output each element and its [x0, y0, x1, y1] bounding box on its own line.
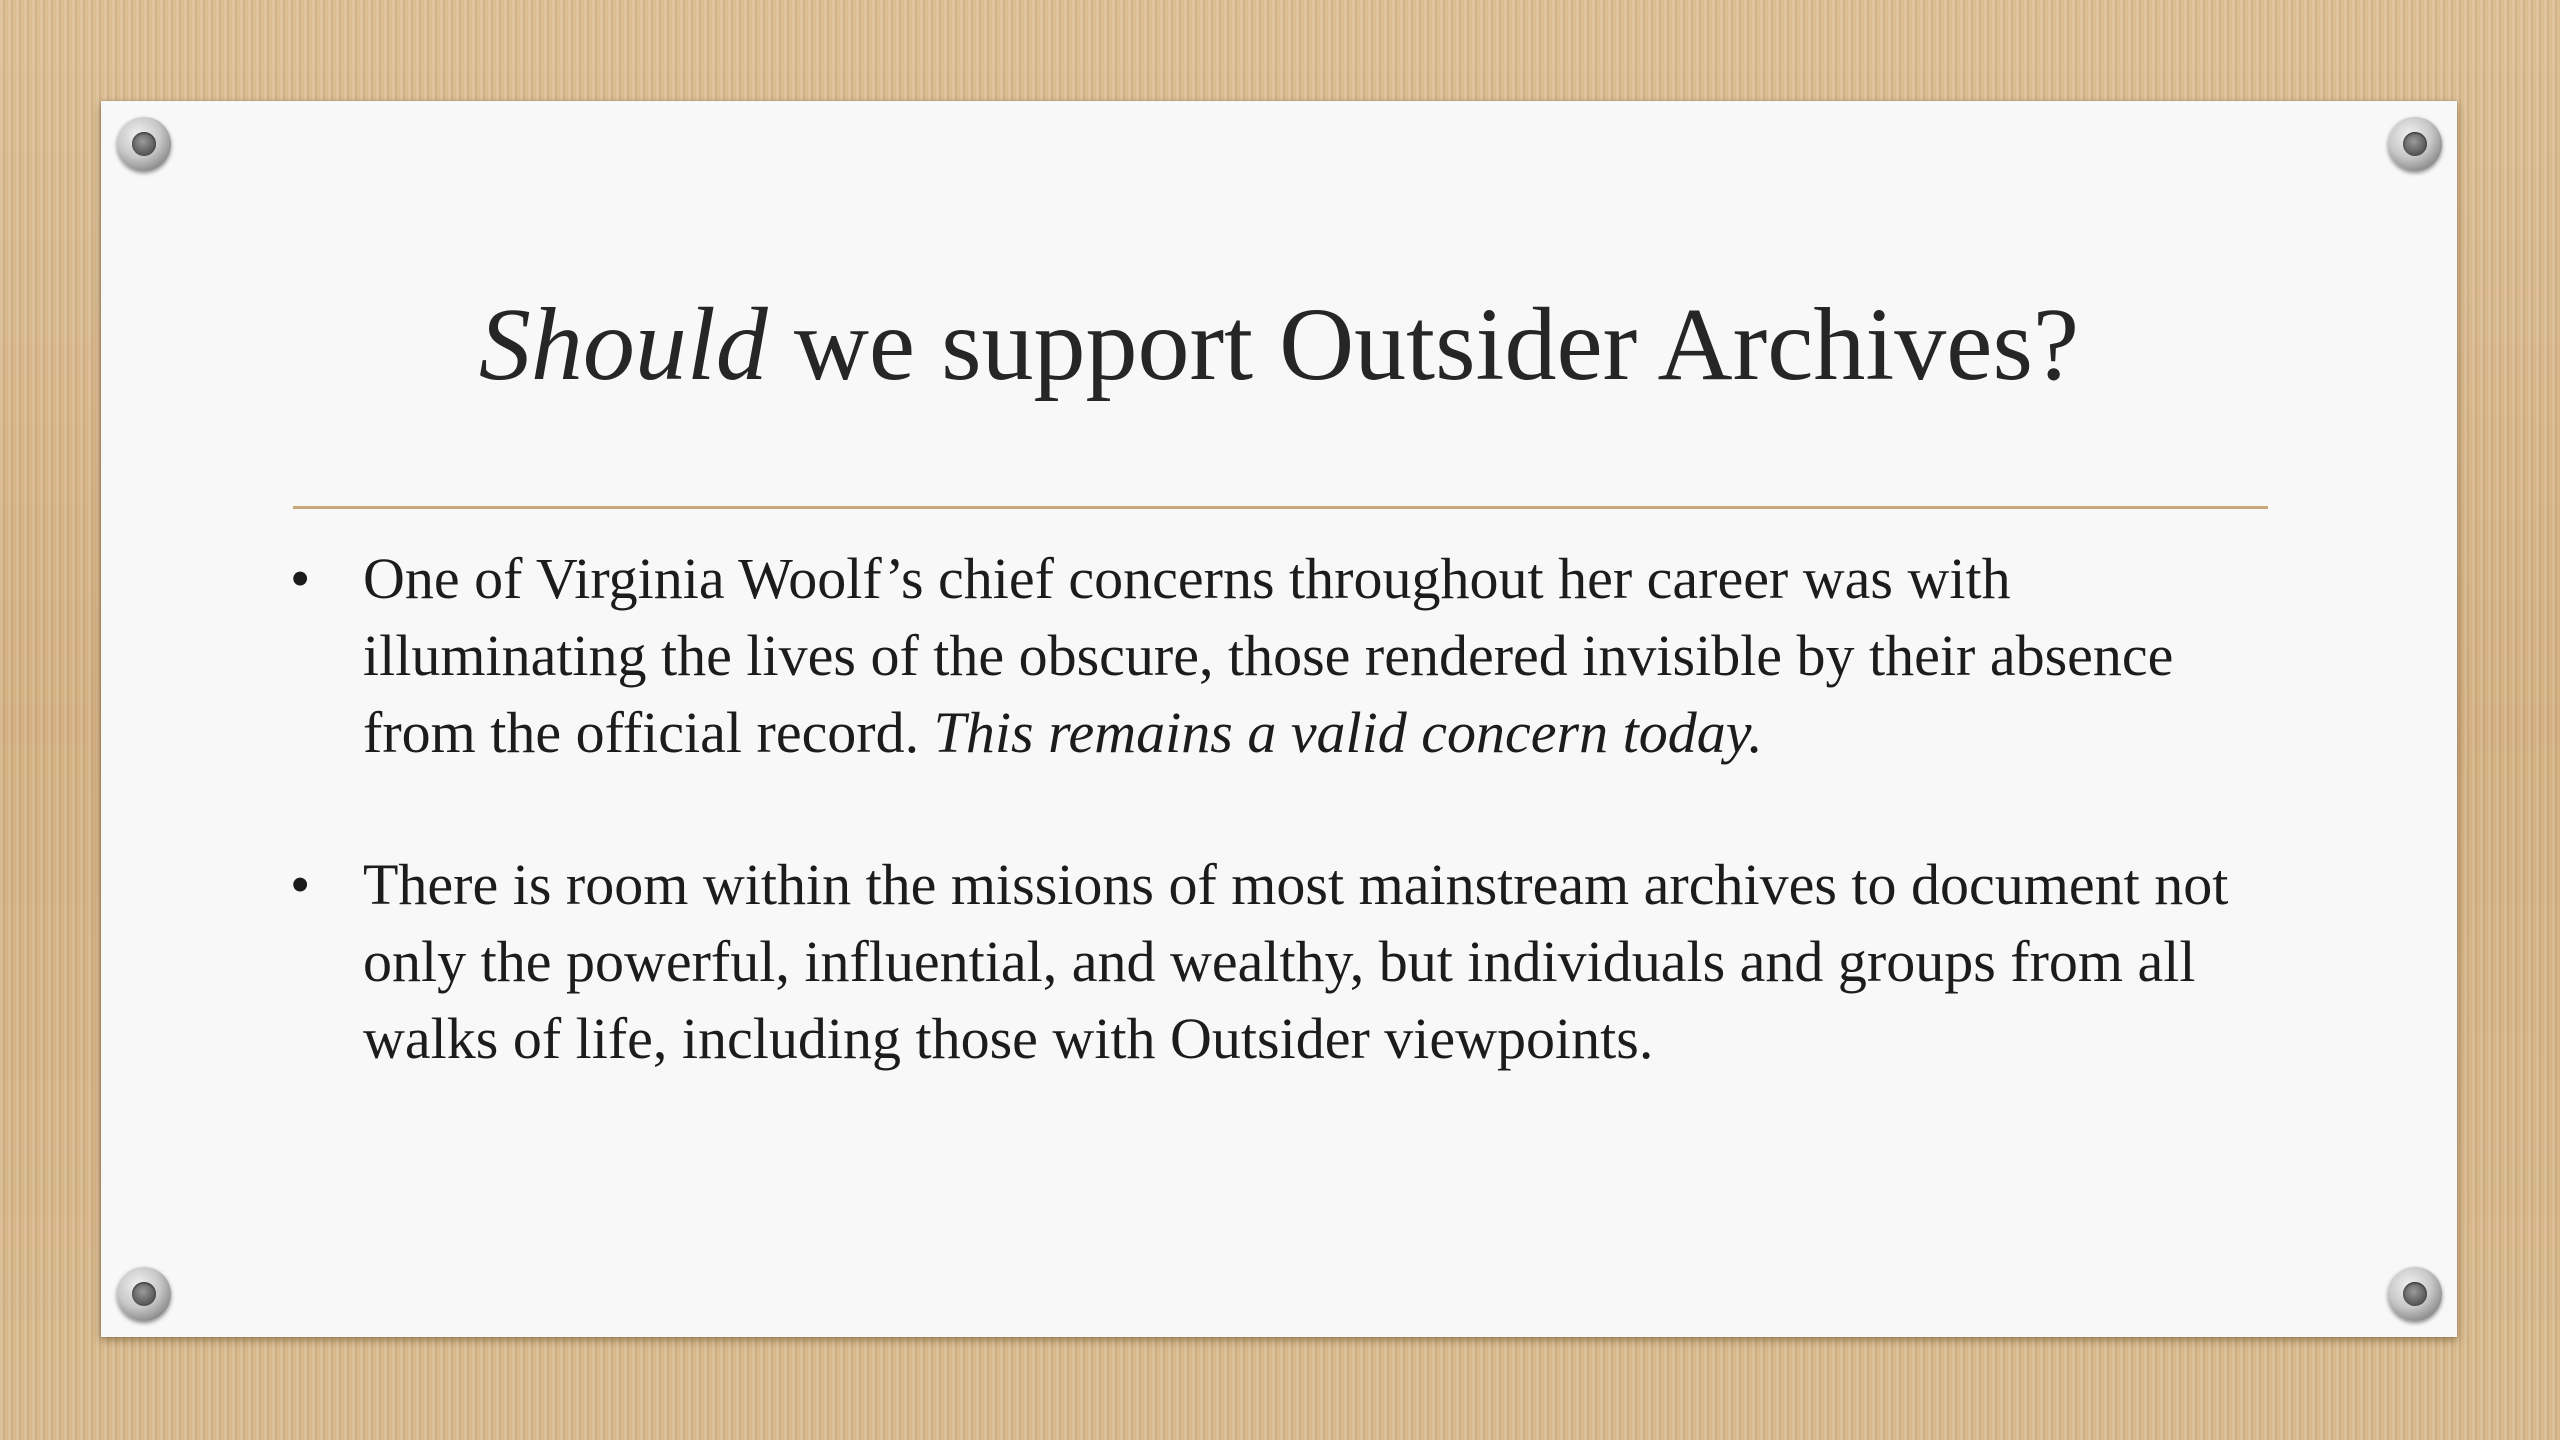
bullet-item [290, 846, 2290, 1077]
rivet-icon [2388, 117, 2442, 171]
bullet-text: One of Virginia Woolf’s chief concerns throughout her career was with illuminating the lives of the obscure, those rendered invisible by their absence from the official record. [363, 546, 2174, 765]
slide-title [101, 280, 2457, 410]
bullet-marker: • [290, 546, 311, 611]
bullet-item [290, 540, 2290, 771]
bullet-list [290, 540, 2290, 1077]
title-divider [293, 506, 2268, 509]
title-text: we support Outsider Archives? [767, 287, 2080, 402]
bullet-emphasis: This remains a valid concern today. [933, 700, 1763, 765]
rivet-icon [117, 1267, 171, 1321]
bullet-marker: • [290, 852, 311, 917]
bullet-text: There is room within the missions of most mainstream archives to document not only the powerful, influential, and wealthy, but individuals and groups from all walks of life, including those with Outsider viewpoints. [363, 852, 2229, 1071]
rivet-icon [117, 117, 171, 171]
rivet-icon [2388, 1267, 2442, 1321]
title-emphasis: Should [478, 287, 768, 402]
